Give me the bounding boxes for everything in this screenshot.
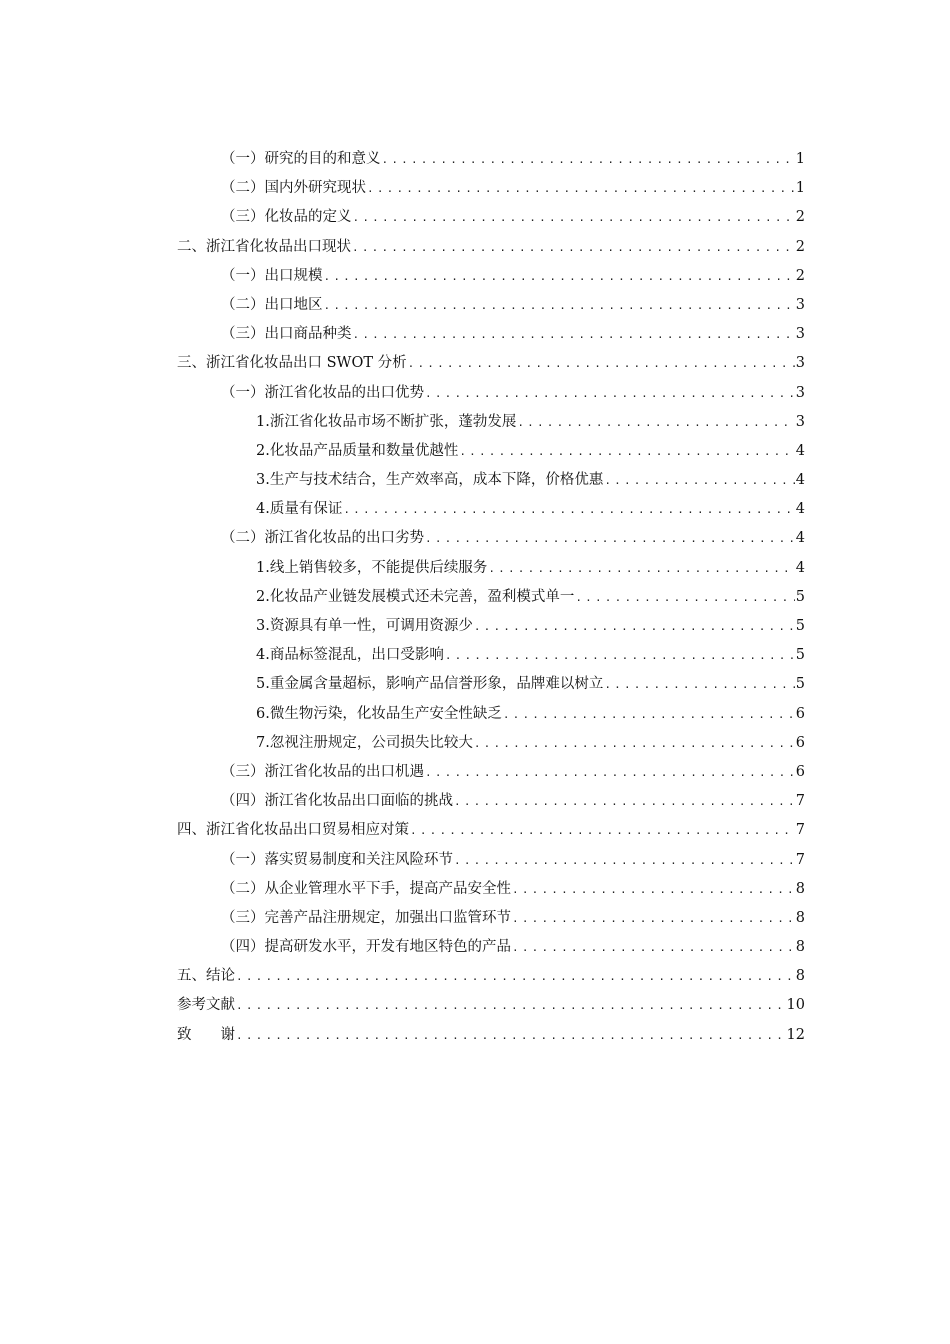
toc-entry-page: 4	[795, 472, 805, 489]
toc-entry-title: （一）研究的目的和意义	[221, 151, 381, 167]
toc-dot-leader	[454, 787, 795, 816]
toc-entry[interactable]	[177, 904, 805, 933]
toc-dot-leader	[474, 612, 795, 641]
toc-entry[interactable]	[177, 524, 805, 553]
toc-entry-title: 四、浙江省化妆品出口贸易相应对策	[177, 822, 409, 839]
toc-entry-title: （二）从企业管理水平下手，提高产品安全性	[221, 880, 511, 897]
toc-entry-title: （一）落实贸易制度和关注风险环节	[221, 851, 453, 868]
toc-entry-page: 3	[795, 413, 805, 430]
toc-entry-title: 致 谢	[177, 1026, 235, 1043]
toc-entry-title: （二）出口地区	[221, 296, 323, 313]
toc-entry[interactable]	[177, 291, 805, 320]
toc-entry[interactable]	[177, 145, 805, 174]
toc-entry-page: 2	[795, 238, 805, 255]
toc-entry-page: 4	[795, 442, 805, 459]
toc-entry-page: 5	[795, 676, 805, 693]
toc-entry-page: 12	[786, 1026, 805, 1043]
toc-dot-leader	[236, 1021, 786, 1050]
toc-entry-title: 7.忽视注册规定，公司损失比较大	[256, 734, 473, 751]
toc-entry[interactable]	[177, 583, 805, 612]
toc-entry-title: 3.资源具有单一性，可调用资源少	[256, 618, 473, 634]
toc-entry[interactable]	[177, 758, 805, 787]
toc-entry-page: 7	[795, 822, 805, 839]
toc-dot-leader	[604, 466, 794, 495]
toc-entry-page: 8	[795, 968, 805, 985]
toc-entry[interactable]	[177, 495, 805, 524]
toc-entry-page: 6	[795, 705, 805, 722]
toc-dot-leader	[488, 554, 794, 583]
toc-entry-title: 5.重金属含量超标，影响产品信誉形象，品牌难以树立	[256, 676, 604, 693]
toc-entry-page: 1	[795, 180, 805, 197]
toc-entry-page: 10	[786, 997, 805, 1014]
toc-entry-page: 2	[795, 209, 805, 226]
toc-dot-leader	[459, 437, 794, 466]
toc-entry-page: 2	[795, 267, 805, 284]
toc-entry-page: 5	[795, 647, 805, 664]
toc-entry-title: （三）浙江省化妆品的出口机遇	[221, 763, 424, 780]
toc-dot-leader	[425, 524, 795, 553]
toc-entry-title: 1.线上销售较多，不能提供后续服务	[256, 559, 488, 576]
toc-dot-leader	[425, 379, 795, 408]
toc-dot-leader	[324, 262, 795, 291]
toc-entry[interactable]	[177, 729, 805, 758]
toc-dot-leader	[382, 145, 795, 174]
toc-entry[interactable]	[177, 962, 805, 991]
toc-dot-leader	[517, 408, 794, 437]
toc-entry[interactable]	[177, 174, 805, 203]
toc-entry[interactable]	[177, 816, 805, 845]
toc-dot-leader	[367, 174, 795, 203]
toc-entry-page: 3	[795, 296, 805, 313]
toc-dot-leader	[604, 670, 794, 699]
toc-entry-title: 五、结论	[177, 968, 235, 985]
toc-dot-leader	[445, 641, 795, 670]
toc-entry[interactable]	[177, 554, 805, 583]
toc-dot-leader	[454, 846, 795, 875]
toc-entry-page: 7	[795, 851, 805, 868]
toc-entry-page: 8	[795, 939, 805, 956]
toc-entry-page: 4	[795, 530, 805, 547]
toc-entry-page: 7	[795, 793, 805, 810]
toc-entry[interactable]	[177, 466, 805, 495]
toc-dot-leader	[352, 233, 795, 262]
toc-entry-title: （二）国内外研究现状	[221, 180, 366, 197]
toc-entry-title: （二）浙江省化妆品的出口劣势	[221, 530, 424, 547]
toc-entry-title: 4.质量有保证	[256, 501, 343, 518]
toc-entry-title: （四）浙江省化妆品出口面临的挑战	[221, 793, 453, 810]
toc-dot-leader	[236, 962, 795, 991]
toc-dot-leader	[512, 875, 795, 904]
toc-dot-leader	[512, 904, 795, 933]
toc-entry[interactable]	[177, 1021, 805, 1050]
toc-entry[interactable]	[177, 991, 805, 1020]
toc-entry[interactable]	[177, 349, 805, 378]
toc-dot-leader	[353, 203, 795, 232]
toc-entry-title: （四）提高研发水平，开发有地区特色的产品	[221, 939, 511, 956]
toc-dot-leader	[343, 495, 794, 524]
toc-entry-page: 3	[795, 355, 805, 372]
toc-dot-leader	[410, 816, 795, 845]
toc-entry[interactable]	[177, 787, 805, 816]
toc-entry-title: 三、浙江省化妆品出口 SWOT 分析	[177, 355, 407, 372]
toc-entry-title: （三）出口商品种类	[221, 326, 352, 343]
toc-entry-title: 参考文献	[177, 997, 235, 1014]
toc-entry[interactable]	[177, 320, 805, 349]
toc-dot-leader	[353, 320, 795, 349]
toc-dot-leader	[236, 991, 786, 1020]
toc-entry[interactable]	[177, 846, 805, 875]
toc-entry[interactable]	[177, 262, 805, 291]
toc-entry-title: （一）浙江省化妆品的出口优势	[221, 384, 424, 401]
toc-entry-title: （三）化妆品的定义	[221, 209, 352, 226]
toc-dot-leader	[474, 729, 795, 758]
toc-entry-title: 3.生产与技术结合，生产效率高，成本下降，价格优惠	[256, 472, 604, 489]
toc-entry-page: 6	[795, 763, 805, 780]
toc-entry-title: 2.化妆品产品质量和数量优越性	[256, 442, 459, 459]
toc-entry-page: 8	[795, 880, 805, 897]
toc-entry-title: 1.浙江省化妆品市场不断扩张，蓬勃发展	[256, 413, 517, 430]
toc-entry[interactable]	[177, 875, 805, 904]
toc-entry-page: 1	[795, 151, 805, 167]
toc-entry[interactable]	[177, 233, 805, 262]
toc-entry-page: 5	[795, 618, 805, 634]
toc-entry-title: 6.微生物污染，化妆品生产安全性缺乏	[256, 705, 502, 722]
toc-entry-title: 4.商品标签混乱，出口受影响	[256, 647, 444, 664]
toc-entry[interactable]	[177, 933, 805, 962]
toc-entry-page: 6	[795, 734, 805, 751]
toc-entry-page: 5	[795, 588, 805, 605]
toc-entry[interactable]	[177, 437, 805, 466]
toc-entry-title: （一）出口规模	[221, 267, 323, 284]
toc-entry-title: 2.化妆品产业链发展模式还未完善，盈利模式单一	[256, 588, 575, 605]
toc-dot-leader	[503, 700, 795, 729]
toc-entry[interactable]	[177, 670, 805, 699]
toc-entry-page: 8	[795, 909, 805, 926]
toc-entry[interactable]	[177, 203, 805, 232]
toc-dot-leader	[575, 583, 794, 612]
toc-entry[interactable]	[177, 641, 805, 670]
table-of-contents	[177, 145, 805, 1050]
toc-entry[interactable]	[177, 612, 805, 641]
toc-dot-leader	[512, 933, 795, 962]
toc-entry-page: 4	[795, 501, 805, 518]
toc-entry[interactable]	[177, 408, 805, 437]
toc-dot-leader	[408, 349, 795, 378]
toc-dot-leader	[324, 291, 795, 320]
toc-entry-title: 二、浙江省化妆品出口现状	[177, 238, 351, 255]
toc-entry-page: 4	[795, 559, 805, 576]
toc-entry-page: 3	[795, 326, 805, 343]
toc-entry[interactable]	[177, 700, 805, 729]
toc-entry[interactable]	[177, 379, 805, 408]
toc-dot-leader	[425, 758, 795, 787]
toc-entry-title: （三）完善产品注册规定，加强出口监管环节	[221, 909, 511, 926]
toc-entry-page: 3	[795, 384, 805, 401]
